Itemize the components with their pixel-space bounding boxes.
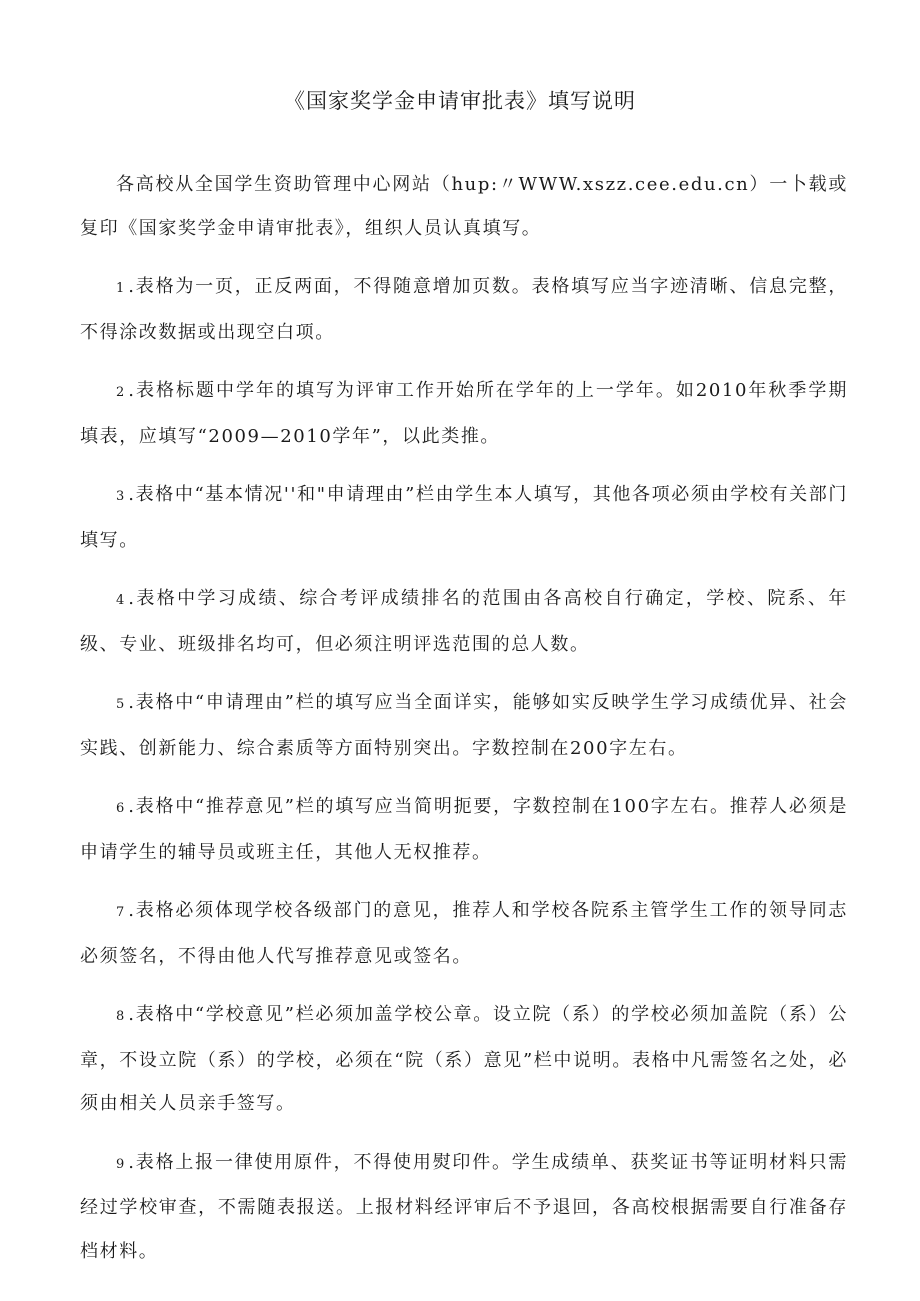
item-number: 1 [116,281,125,296]
item-text: .表格中学习成绩、综合考评成绩排名的范围由各高校自行确定，学校、院系、年级、专业、班级排名均可，但必须注明评选范围的总人数。 [80,588,848,655]
item-number: 2 [116,385,125,400]
document-title: 《国家奖学金申请审批表》填写说明 [284,89,636,113]
instruction-item-1 [80,265,848,354]
instruction-item-2 [80,369,848,458]
item-text: .表格中“学校意见”栏必须加盖学校公章。设立院（系）的学校必须加盖院（系）公章，不设立院（系）的学校，必须在“院（系）意见”栏中说明。表格中凡需签名之处，必须由相关人员亲手签写。 [80,1004,848,1114]
item-text: .表格为一页，正反两面，不得随意增加页数。表格填写应当字迹清晰、信息完整，不得涂改数据或出现空白项。 [80,276,848,343]
intro-paragraph: 各高校从全国学生资助管理中心网站（hup:〃WWW.xszz.cee.edu.cn）一卜载或复印《国家奖学金申请审批表》，组织人员认真填写。 [80,174,848,239]
instruction-item-3 [80,473,848,562]
item-text: .表格标题中学年的填写为评审工作开始所在学年的上一学年。如2010年秋季学期填表，应填写“2009—2010学年”，以此类推。 [80,380,848,447]
item-number: 4 [116,593,125,608]
item-text: .表格中“申请理由”栏的填写应当全面详实，能够如实反映学生学习成绩优异、社会实践、创新能力、综合素质等方面特别突出。字数控制在200字左右。 [80,692,848,759]
item-number: 6 [116,801,125,816]
instruction-item-6 [80,785,848,874]
item-number: 8 [116,1009,125,1024]
instruction-item-7 [80,889,848,978]
instruction-item-4 [80,577,848,666]
instruction-item-8 [80,993,848,1126]
item-number: 5 [116,697,125,712]
item-text: .表格必须体现学校各级部门的意见，推荐人和学校各院系主管学生工作的领导同志必须签名，不得由他人代写推荐意见或签名。 [80,900,848,967]
item-number: 3 [116,489,125,504]
item-number: 7 [116,905,125,920]
instruction-item-5 [80,681,848,770]
item-text: .表格中“推荐意见”栏的填写应当简明扼要，字数控制在100字左右。推荐人必须是申请学生的辅导员或班主任，其他人无权推荐。 [80,796,848,863]
item-number: 9 [116,1156,125,1172]
item-text: .表格中“基本情况''和"申请理由”栏由学生本人填写，其他各项必须由学校有关部门填写。 [80,484,848,551]
item-text: .表格上报一律使用原件，不得使用熨印件。学生成绩单、获奖证书等证明材料只需经过学校审查，不需随表报送。上报材料经评审后不予退回，各高校根据需要自行准备存档材料。 [80,1151,848,1262]
document-body [80,163,848,1288]
instruction-item-9 [80,1141,848,1274]
